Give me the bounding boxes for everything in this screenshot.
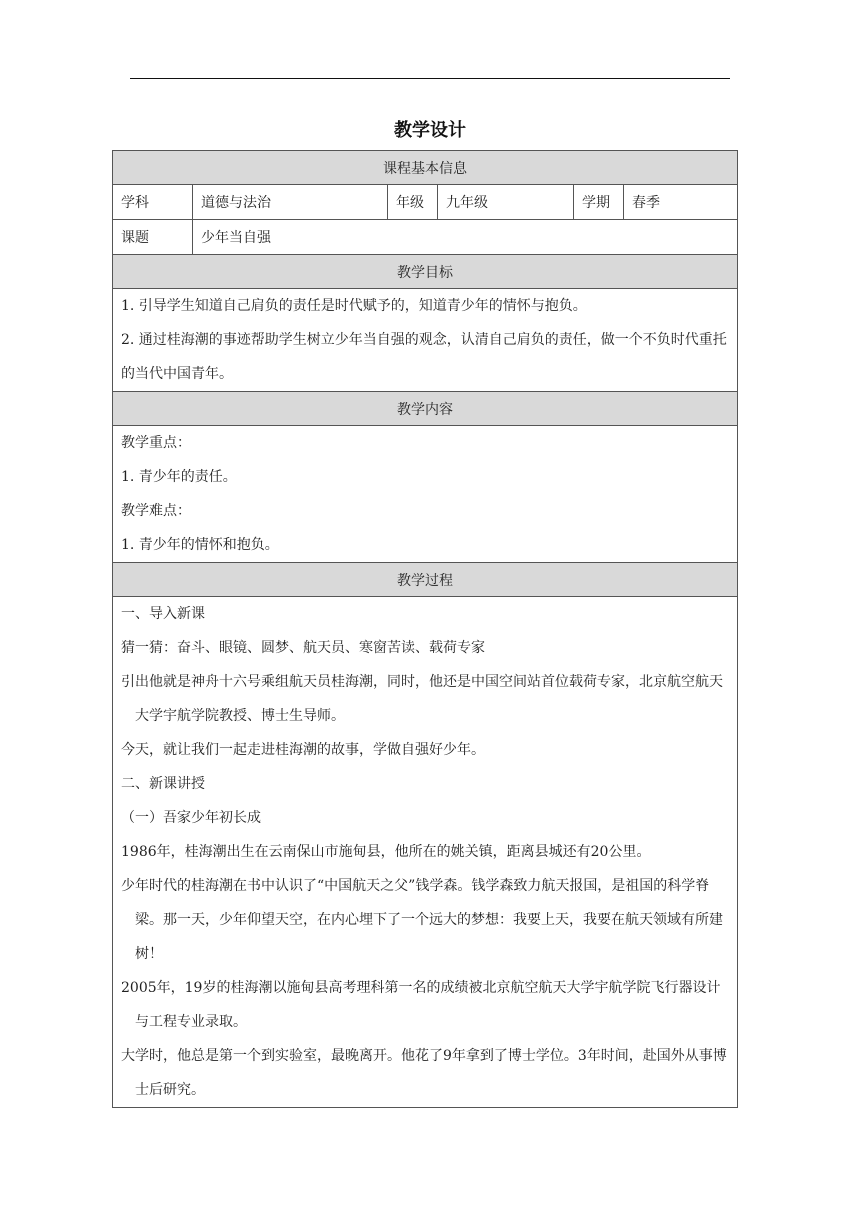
topic-label: 课题 xyxy=(113,220,193,255)
process-header: 教学过程 xyxy=(113,563,738,597)
process-row xyxy=(113,597,738,1108)
basic-info-header-row xyxy=(113,151,738,185)
process-line: 2005年，19岁的桂海潮以施甸县高考理科第一名的成绩被北京航空航天大学宇航学院飞行器设计与工程专业录取。 xyxy=(121,980,721,1030)
basic-info-header: 课程基本信息 xyxy=(113,151,738,185)
content-cell xyxy=(113,426,738,563)
content-line: 教学难点： xyxy=(121,503,191,519)
subject-label: 学科 xyxy=(113,185,193,220)
process-line: 大学时，他总是第一个到实验室，最晚离开。他花了9年拿到了博士学位。3年时间，赴国外从事博士后研究。 xyxy=(121,1048,727,1098)
objectives-header-row xyxy=(113,255,738,289)
content-line: 1. 青少年的情怀和抱负。 xyxy=(121,537,279,553)
subject-row xyxy=(113,185,738,220)
content-header-row xyxy=(113,392,738,426)
process-line: 今天，就让我们一起走进桂海潮的故事，学做自强好少年。 xyxy=(121,742,485,758)
objectives-cell xyxy=(113,289,738,392)
process-line: 一、导入新课 xyxy=(121,606,205,622)
process-line: 少年时代的桂海潮在书中认识了“中国航天之父”钱学森。钱学森致力航天报国，是祖国的科学脊梁。那一天，少年仰望天空，在内心埋下了一个远大的梦想：我要上天，我要在航天领域有所建树！ xyxy=(121,878,723,962)
process-cell xyxy=(113,597,738,1108)
objective-item: 1. 引导学生知道自己肩负的责任是时代赋予的，知道青少年的情怀与抱负。 xyxy=(121,298,587,314)
process-line: 二、新课讲授 xyxy=(121,776,205,792)
objective-item: 2. 通过桂海潮的事迹帮助学生树立少年当自强的观念，认清自己肩负的责任，做一个不负时代重托的当代中国青年。 xyxy=(121,332,727,382)
term-value: 春季 xyxy=(624,185,738,220)
grade-value: 九年级 xyxy=(438,185,574,220)
process-line: 1986年，桂海潮出生在云南保山市施甸县，他所在的姚关镇，距离县城还有20公里。 xyxy=(121,844,651,860)
lesson-plan-table xyxy=(112,150,738,1108)
term-label: 学期 xyxy=(574,185,624,220)
process-line: 引出他就是神舟十六号乘组航天员桂海潮，同时，他还是中国空间站首位载荷专家，北京航空航天大学宇航学院教授、博士生导师。 xyxy=(121,674,723,724)
topic-value: 少年当自强 xyxy=(193,220,738,255)
process-header-row xyxy=(113,563,738,597)
content-header: 教学内容 xyxy=(113,392,738,426)
grade-label: 年级 xyxy=(388,185,438,220)
document-title: 教学设计 xyxy=(394,120,466,141)
subject-value: 道德与法治 xyxy=(193,185,388,220)
content-line: 1. 青少年的责任。 xyxy=(121,469,237,485)
objectives-header: 教学目标 xyxy=(113,255,738,289)
content-row xyxy=(113,426,738,563)
objectives-row xyxy=(113,289,738,392)
process-line: （一）吾家少年初长成 xyxy=(121,810,261,826)
process-line: 猜一猜：奋斗、眼镜、圆梦、航天员、寒窗苦读、载荷专家 xyxy=(121,640,485,656)
topic-row xyxy=(113,220,738,255)
header-rule xyxy=(130,78,730,79)
content-line: 教学重点： xyxy=(121,435,191,451)
